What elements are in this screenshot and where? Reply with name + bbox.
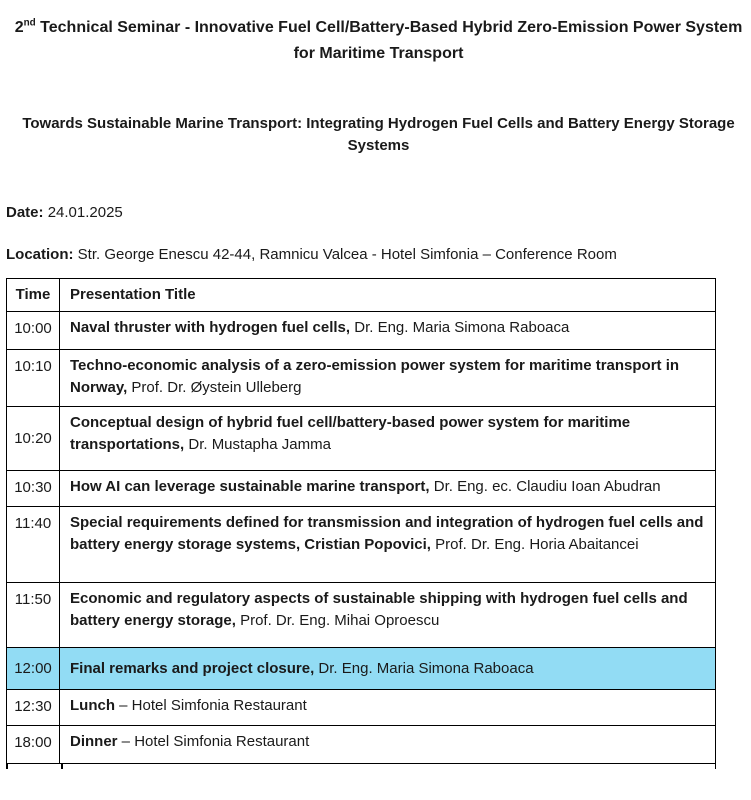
agenda-table <box>6 278 716 764</box>
stub-divider-border <box>61 764 63 769</box>
stub-right-border <box>715 764 717 769</box>
date-label: Date: <box>6 204 44 221</box>
presentation-title-text: Special requirements defined for transmission and integration of hydrogen fuel cells and battery energy storage systems, Cristian Popovici, <box>70 514 704 553</box>
presentation-title-text: Dinner <box>70 733 118 750</box>
time-cell: 10:30 <box>7 471 60 507</box>
table-row <box>7 507 716 583</box>
table-row <box>7 471 716 507</box>
speaker-text: Prof. Dr. Eng. Mihai Oproescu <box>235 611 440 629</box>
presentation-title-cell <box>60 648 716 690</box>
presentation-title-cell <box>60 407 716 471</box>
time-cell: 10:20 <box>7 407 60 471</box>
presentation-title-cell <box>60 350 716 407</box>
speaker-text: Dr. Eng. Maria Simona Raboaca <box>314 659 534 677</box>
location-label: Location: <box>6 246 74 263</box>
speaker-text: Dr. Eng. ec. Claudiu Ioan Abudran <box>429 478 661 495</box>
speaker-text: Prof. Dr. Eng. Horia Abaitancei <box>430 535 639 553</box>
agenda-body <box>7 312 716 764</box>
presentation-title-text: Naval thruster with hydrogen fuel cells, <box>70 319 351 336</box>
stub-left-border <box>6 764 8 769</box>
speaker-text: – Hotel Simfonia Restaurant <box>115 697 307 714</box>
table-row <box>7 312 716 350</box>
time-cell: 10:10 <box>7 350 60 407</box>
title-ordinal-superscript: nd <box>23 17 36 29</box>
time-cell: 12:00 <box>7 648 60 690</box>
title-text: Technical Seminar - Innovative Fuel Cell/Battery-Based Hybrid Zero-Emission Power System for Maritime Transport <box>35 19 743 62</box>
presentation-title-cell <box>60 583 716 648</box>
speaker-text: Dr. Mustapha Jamma <box>184 435 331 453</box>
speaker-text: Prof. Dr. Øystein Ulleberg <box>127 378 302 396</box>
table-row <box>7 583 716 648</box>
time-cell: 11:40 <box>7 507 60 583</box>
page-title <box>13 15 745 67</box>
table-row <box>7 648 716 690</box>
speaker-text: Dr. Eng. Maria Simona Raboaca <box>350 319 570 336</box>
presentation-title-text: Conceptual design of hybrid fuel cell/battery-based power system for maritime transportations, <box>70 414 631 453</box>
presentation-title-text: How AI can leverage sustainable marine transport, <box>70 478 430 495</box>
table-row <box>7 350 716 407</box>
table-row <box>7 407 716 471</box>
presentation-title-cell <box>60 312 716 350</box>
location-value: Str. George Enescu 42-44, Ramnicu Valcea - Hotel Simfonia – Conference Room <box>77 246 617 263</box>
table-header-row <box>7 279 716 312</box>
speaker-text: – Hotel Simfonia Restaurant <box>117 733 310 750</box>
time-cell: 12:30 <box>7 690 60 726</box>
subtitle: Towards Sustainable Marine Transport: Integrating Hydrogen Fuel Cells and Battery Energy Storage Systems <box>22 115 735 154</box>
presentation-title-text: Final remarks and project closure, <box>70 659 315 677</box>
table-bottom-stub <box>6 764 716 769</box>
time-cell: 18:00 <box>7 726 60 764</box>
location-line <box>6 244 751 266</box>
column-header-time: Time <box>7 279 60 312</box>
date-value: 24.01.2025 <box>47 204 123 221</box>
presentation-title-cell <box>60 690 716 726</box>
presentation-title-text: Techno-economic analysis of a zero-emission power system for maritime transport in Norway, <box>70 357 680 396</box>
title-number: 2 <box>14 19 24 36</box>
column-header-presentation-title: Presentation Title <box>60 279 716 312</box>
table-row <box>7 690 716 726</box>
presentation-title-cell <box>60 507 716 583</box>
presentation-title-cell <box>60 726 716 764</box>
time-cell: 11:50 <box>7 583 60 648</box>
presentation-title-text: Lunch <box>70 697 115 714</box>
presentation-title-cell <box>60 471 716 507</box>
date-line <box>6 202 751 224</box>
presentation-title-text: Economic and regulatory aspects of sustainable shipping with hydrogen fuel cells and battery energy storage, <box>70 590 688 629</box>
time-cell: 10:00 <box>7 312 60 350</box>
table-row <box>7 726 716 764</box>
